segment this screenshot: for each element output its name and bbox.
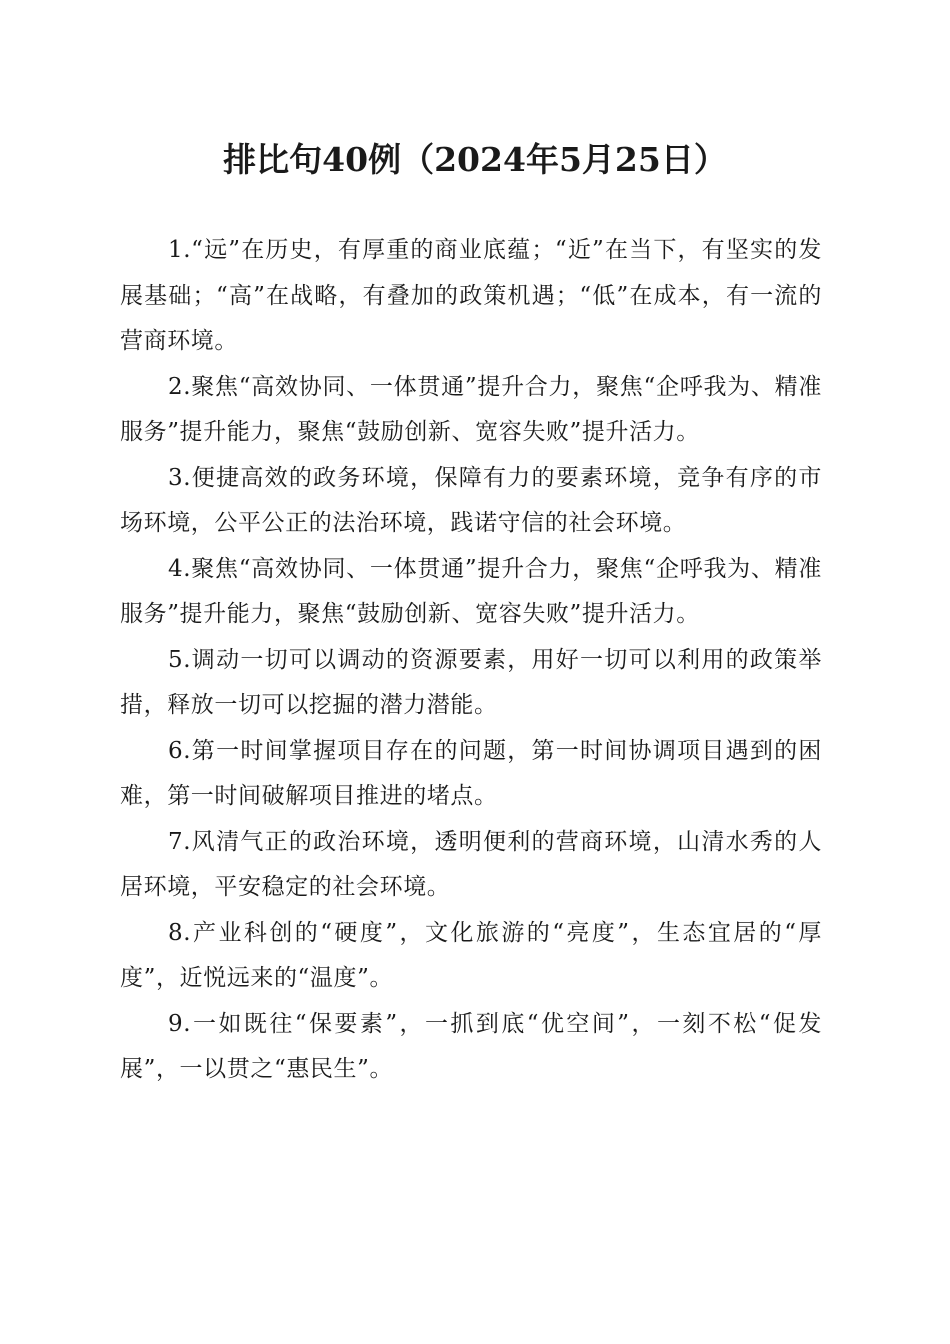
paragraph-7: 7.风清气正的政治环境，透明便利的营商环境，山清水秀的人居环境，平安稳定的社会环境。 (120, 828, 822, 900)
paragraph-4: 4.聚焦“高效协同、一体贯通”提升合力，聚焦“企呼我为、精准服务”提升能力，聚焦“鼓励创新、宽容失败”提升活力。 (120, 555, 822, 627)
paragraph-3: 3.便捷高效的政务环境，保障有力的要素环境，竞争有序的市场环境，公平公正的法治环境，践诺守信的社会环境。 (120, 464, 822, 536)
paragraph-5: 5.调动一切可以调动的资源要素，用好一切可以利用的政策举措，释放一切可以挖掘的潜力潜能。 (120, 646, 822, 718)
paragraph-2: 2.聚焦“高效协同、一体贯通”提升合力，聚焦“企呼我为、精准服务”提升能力，聚焦“鼓励创新、宽容失败”提升活力。 (120, 373, 822, 445)
paragraph-6: 6.第一时间掌握项目存在的问题，第一时间协调项目遇到的困难，第一时间破解项目推进的堵点。 (120, 737, 822, 809)
document-body (120, 228, 822, 1093)
paragraph-9: 9.一如既往“保要素”，一抓到底“优空间”，一刻不松“促发展”，一以贯之“惠民生”。 (120, 1010, 822, 1082)
paragraph-1: 1.“远”在历史，有厚重的商业底蕴；“近”在当下，有坚实的发展基础；“高”在战略，有叠加的政策机遇；“低”在成本，有一流的营商环境。 (120, 237, 822, 354)
document-title: 排比句40例（2024年5月25日） (223, 140, 727, 179)
paragraph-8: 8.产业科创的“硬度”，文化旅游的“亮度”，生态宜居的“厚度”，近悦远来的“温度”。 (120, 919, 822, 991)
